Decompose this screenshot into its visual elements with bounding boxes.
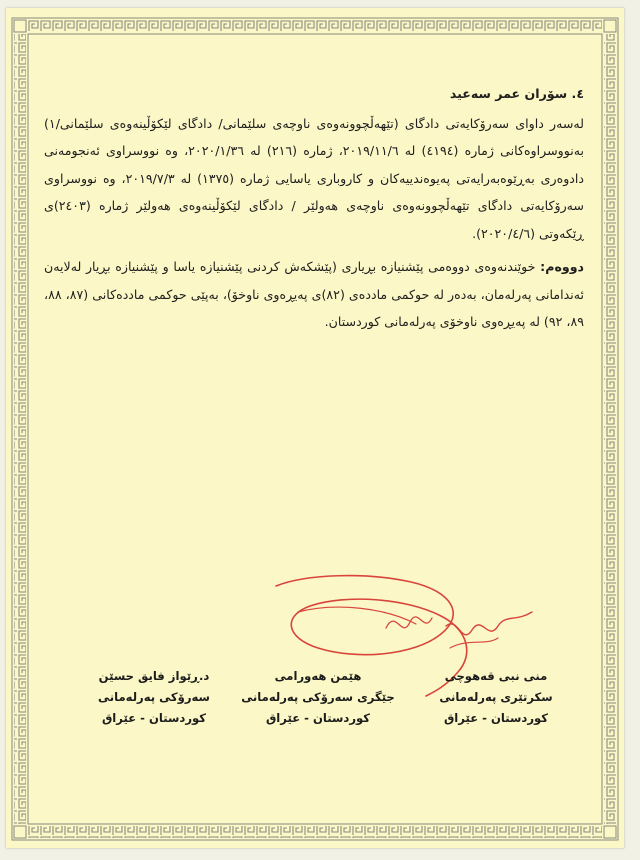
document-body: [44, 80, 584, 336]
item-2-label: دووەم:: [540, 259, 584, 274]
signatory-right-title: سکرتێری پەرلەمانی: [439, 690, 553, 704]
signatory-right: [416, 666, 576, 729]
signatory-middle-title: جێگری سەرۆکی پەرلەمانی: [241, 690, 395, 704]
item-2-body: خوێندنەوەی دووەمی پێشنیازە بڕیاری (پێشکەش کردنی پێشنیازە یاسا و پێشنیازە بڕیار لەلایەن ئەندامانی پەرلەمان، بەدەر لە حوکمی ماددەی (٨٢)ی پەیڕەوی ناوخۆ)، بەپێی حوکمی ماددەکانی (٨٧، ٨٨، ٨٩، ٩٢) لە پەیڕەوی ناوخۆی پەرلەمانی کوردستان.: [44, 259, 584, 329]
signatory-right-name: منى نبی قەهوچی: [444, 669, 548, 683]
signatory-middle-region: کوردستان - عێراق: [265, 711, 371, 725]
signatory-left-region: کوردستان - عێراق: [101, 711, 207, 725]
document-page: [6, 8, 624, 848]
item-2-paragraph: [44, 253, 584, 336]
item-1-heading: ٤. سۆران عمر سەعید: [449, 86, 584, 101]
signatory-left: [74, 666, 234, 729]
signatory-right-region: کوردستان - عێراق: [443, 711, 549, 725]
item-1-body: لەسەر داوای سەرۆکایەتی دادگای (تێهەڵچوونەوەی ناوچەی سلێمانی/ دادگای لێکۆڵینەوەی سلێمانی/١) بەنووسراوەکانی ژمارە (٤١٩٤) لە ٢٠١٩/١١/٦، ژمارە (٢١٦) لە ٢٠٢٠/١/٣٦، وە نووسراوی ئەنجومەنی دادوەری بەڕێوەبەرایەتی پەیوەندییەکان و کاروباری یاسایی ژمارە (١٣٧٥) لە ٢٠١٩/٧/٣، وە نووسراوی سەرۆکایەتی دادگای تێهەڵچوونەوەی ناوچەی هەولێر / دادگای لێکۆڵینەوەی هەولێر ژمارە (٢٤٠٣)ی ڕێکەوتی (٢٠٢٠/٤/٦).: [44, 115, 584, 241]
signatory-middle-name: هێمن هەورامی: [274, 669, 362, 683]
signatory-left-title: سەرۆکی پەرلەمانی: [98, 690, 210, 704]
signatory-left-name: د.ڕێواز فایق حسێن: [98, 669, 210, 683]
signatory-middle: [238, 666, 398, 729]
